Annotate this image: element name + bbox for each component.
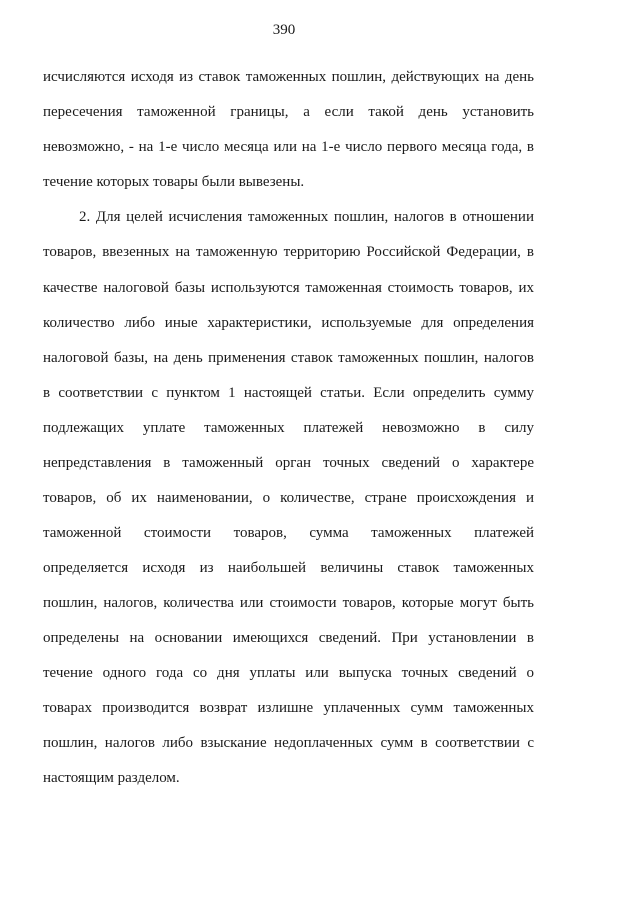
- text-line: течение которых товары были вывезены.: [43, 174, 305, 190]
- text-line: невозможно, - на 1-е число месяца или на 1-е число первого месяца года, в: [43, 139, 534, 155]
- text-line: течение одного года со дня уплаты или выпуска точных сведений о: [43, 665, 534, 681]
- text-line: определены на основании имеющихся сведений. При установлении в: [43, 630, 534, 646]
- text-line: пошлин, налогов, количества или стоимости товаров, которые могут быть: [43, 595, 534, 611]
- text-line: подлежащих уплате таможенных платежей невозможно в силу: [43, 420, 534, 436]
- text-line: пересечения таможенной границы, а если такой день установить: [43, 104, 534, 120]
- text-line: пошлин, налогов либо взыскание недоплаченных сумм в соответствии с: [43, 735, 534, 751]
- text-line: налоговой базы, на день применения ставок таможенных пошлин, налогов: [43, 350, 534, 366]
- text-line: товарах производится возврат излишне уплаченных сумм таможенных: [43, 700, 534, 716]
- text-line: определяется исходя из наибольшей величины ставок таможенных: [43, 560, 534, 576]
- text-line: количество либо иные характеристики, используемые для определения: [43, 315, 534, 331]
- paragraph-first-line: 2. Для целей исчисления таможенных пошлин, налогов в отношении: [79, 209, 534, 225]
- text-line: товаров, ввезенных на таможенную территорию Российской Федерации, в: [43, 244, 534, 260]
- text-line: исчисляются исходя из ставок таможенных пошлин, действующих на день: [43, 69, 534, 85]
- text-line: настоящим разделом.: [43, 770, 180, 786]
- text-line: качестве налоговой базы используются таможенная стоимость товаров, их: [43, 280, 534, 296]
- text-line: товаров, об их наименовании, о количестве, стране происхождения и: [43, 490, 534, 506]
- page-number: 390: [272, 22, 296, 38]
- text-line: таможенной стоимости товаров, сумма таможенных платежей: [43, 525, 534, 541]
- text-line: непредставления в таможенный орган точных сведений о характере: [43, 455, 534, 471]
- text-line: в соответствии с пунктом 1 настоящей статьи. Если определить сумму: [43, 385, 534, 401]
